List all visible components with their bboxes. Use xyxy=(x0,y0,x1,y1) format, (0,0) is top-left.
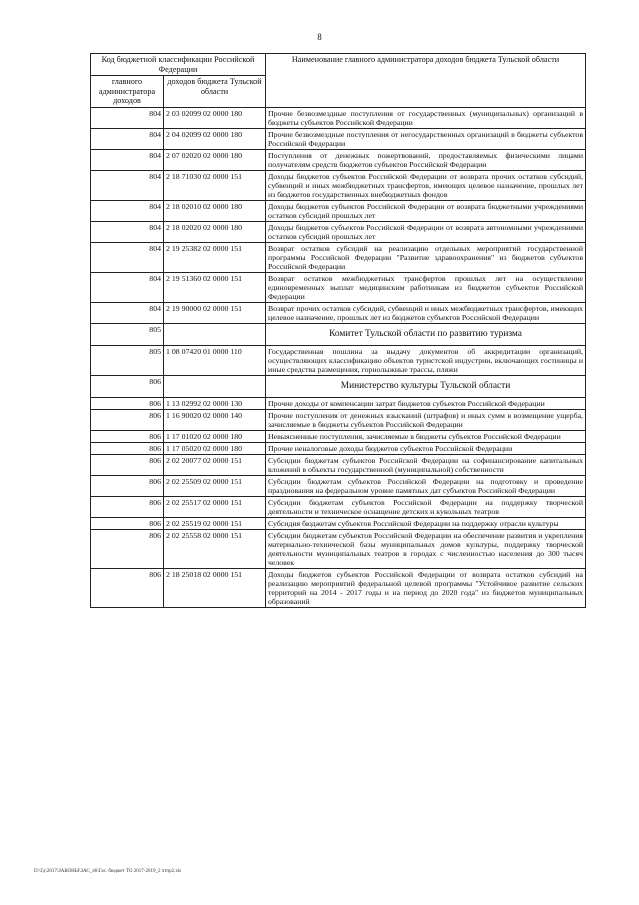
kbk-code-cell xyxy=(164,323,266,345)
table-row xyxy=(91,568,586,607)
admin-code-cell: 806 xyxy=(91,375,164,397)
budget-income-table xyxy=(90,53,586,608)
admin-code-cell: 806 xyxy=(91,529,164,568)
admin-code-cell: 804 xyxy=(91,302,164,323)
kbk-code-cell: 1 17 01020 02 0000 180 xyxy=(164,430,266,442)
table-row xyxy=(91,170,586,200)
admin-code-cell: 804 xyxy=(91,221,164,242)
table-row xyxy=(91,517,586,529)
header-row-1 xyxy=(91,54,586,76)
kbk-code-cell: 2 02 25558 02 0000 151 xyxy=(164,529,266,568)
income-column-header: доходов бюджета Тульской области xyxy=(164,76,266,108)
income-name-cell: Субсидии бюджетам субъектов Российской Федерации на софинансирование капитальных вложений в объекты государственной (муниципальной) собственности xyxy=(266,454,586,475)
income-name-cell: Поступления от денежных пожертвований, предоставляемых физическими лицами получателям средств бюджетов субъектов Российской Федерации xyxy=(266,149,586,170)
income-name-cell: Доходы бюджетов субъектов Российской Федерации от возврата автономными учреждениями остатков субсидий прошлых лет xyxy=(266,221,586,242)
admin-code-cell: 804 xyxy=(91,242,164,272)
kbk-code-cell: 2 07 02020 02 0000 180 xyxy=(164,149,266,170)
table-row xyxy=(91,149,586,170)
kbk-code-cell: 2 04 02099 02 0000 180 xyxy=(164,128,266,149)
table-row xyxy=(91,200,586,221)
kbk-code-cell: 2 18 02010 02 0000 180 xyxy=(164,200,266,221)
section-row xyxy=(91,323,586,345)
income-name-cell: Прочие неналоговые доходы бюджетов субъектов Российской Федерации xyxy=(266,442,586,454)
section-row xyxy=(91,375,586,397)
table-row xyxy=(91,242,586,272)
income-name-cell: Субсидии бюджетам субъектов Российской Федерации на обеспечение развития и укрепления материально-технической базы муниципальных домов культуры, поддержку творческой деятельности муниципальных театров в городах с численностью населения до 300 тысяч человек xyxy=(266,529,586,568)
kbk-code-cell: 2 02 20077 02 0000 151 xyxy=(164,454,266,475)
code-group-header: Код бюджетной классификации Российской Федерации xyxy=(91,54,266,76)
income-name-cell: Доходы бюджетов субъектов Российской Федерации от возврата бюджетными учреждениями остатков субсидий прошлых лет xyxy=(266,200,586,221)
table-row xyxy=(91,430,586,442)
table-row xyxy=(91,442,586,454)
admin-code-cell: 806 xyxy=(91,397,164,409)
admin-code-cell: 804 xyxy=(91,272,164,302)
income-name-cell: Доходы бюджетов субъектов Российской Федерации от возврата прочих остатков субсидий, субвенций и иных межбюджетных трансфертов, имеющих целевое назначение, прошлых лет из бюджетов государственных внебюджетных фондов xyxy=(266,170,586,200)
income-name-cell: Субсидии бюджетам субъектов Российской Федерации на поддержку творческой деятельности и техническое оснащение детских и кукольных театров xyxy=(266,496,586,517)
table-row xyxy=(91,475,586,496)
income-name-cell: Невыясненные поступления, зачисляемые в бюджеты субъектов Российской Федерации xyxy=(266,430,586,442)
admin-code-cell: 804 xyxy=(91,107,164,128)
income-name-cell: Прочие безвозмездные поступления от негосударственных организаций в бюджеты субъектов Российской Федерации xyxy=(266,128,586,149)
income-name-cell: Возврат остатков субсидий на реализацию отдельных мероприятий государственной программы Российской Федерации "Развитие здравоохранения" из бюджетов субъектов Российской Федерации xyxy=(266,242,586,272)
kbk-code-cell: 2 02 25509 02 0000 151 xyxy=(164,475,266,496)
admin-code-cell: 806 xyxy=(91,475,164,496)
income-name-cell: Субсидии бюджетам субъектов Российской Федерации на подготовку и проведение празднования на федеральном уровне памятных дат субъектов Российской Федерации xyxy=(266,475,586,496)
admin-code-cell: 806 xyxy=(91,517,164,529)
kbk-code-cell: 2 19 25382 02 0000 151 xyxy=(164,242,266,272)
kbk-code-cell: 2 19 90000 02 0000 151 xyxy=(164,302,266,323)
income-name-cell: Возврат прочих остатков субсидий, субвенций и иных межбюджетных трансфертов, имеющих целевое назначение, прошлых лет из бюджетов субъектов Российской Федерации xyxy=(266,302,586,323)
table-row xyxy=(91,345,586,375)
admin-code-cell: 806 xyxy=(91,568,164,607)
table-row xyxy=(91,221,586,242)
income-name-cell: Субсидия бюджетам субъектов Российской Федерации на поддержку отрасли культуры xyxy=(266,517,586,529)
admin-code-cell: 805 xyxy=(91,323,164,345)
kbk-code-cell: 2 02 25517 02 0000 151 xyxy=(164,496,266,517)
income-name-cell: Государственная пошлина за выдачу документов об аккредитации организаций, осуществляющих классификацию объектов туристской индустрии, включающих гостиницы и иные средства размещения, горнолыжные трассы, пляжи xyxy=(266,345,586,375)
table-row xyxy=(91,454,586,475)
admin-code-cell: 806 xyxy=(91,454,164,475)
kbk-code-cell: 2 18 25018 02 0000 151 xyxy=(164,568,266,607)
income-name-cell: Прочие безвозмездные поступления от государственных (муниципальных) организаций в бюджеты субъектов Российской Федерации xyxy=(266,107,586,128)
kbk-code-cell: 2 18 71030 02 0000 151 xyxy=(164,170,266,200)
admin-code-cell: 806 xyxy=(91,430,164,442)
admin-code-cell: 804 xyxy=(91,128,164,149)
kbk-code-cell: 2 03 02099 02 0000 180 xyxy=(164,107,266,128)
table-row xyxy=(91,128,586,149)
page-number: 8 xyxy=(317,32,322,42)
income-name-cell: Прочие поступления от денежных взысканий (штрафов) и иных сумм в возмещение ущерба, зачисляемые в бюджеты субъектов Российской Федерации xyxy=(266,409,586,430)
table-row xyxy=(91,302,586,323)
kbk-code-cell: 1 08 07420 01 0000 110 xyxy=(164,345,266,375)
admin-code-cell: 806 xyxy=(91,496,164,517)
table-row xyxy=(91,529,586,568)
table-row xyxy=(91,496,586,517)
name-column-header: Наименование главного администратора доходов бюджета Тульской области xyxy=(266,54,586,108)
file-path-footer: D:\Гд\2017\ЗАКОНЫ\ЗАС_46\Гас. бюджет ТО 2017-2019_2 чтпр2.xls xyxy=(34,869,182,874)
kbk-code-cell: 2 02 25519 02 0000 151 xyxy=(164,517,266,529)
admin-code-cell: 804 xyxy=(91,170,164,200)
admin-code-cell: 804 xyxy=(91,149,164,170)
admin-code-cell: 806 xyxy=(91,409,164,430)
admin-code-cell: 804 xyxy=(91,200,164,221)
table-row xyxy=(91,409,586,430)
admin-code-cell: 805 xyxy=(91,345,164,375)
income-name-cell: Возврат остатков межбюджетных трансфертов прошлых лет на осуществление единовременных выплат медицинским работникам из бюджетов субъектов Российской Федерации xyxy=(266,272,586,302)
income-name-cell: Доходы бюджетов субъектов Российской Федерации от возврата остатков субсидий на реализацию мероприятий федеральной целевой программы "Устойчивое развитие сельских территорий на 2014 - 2017 годы и на период до 2020 года" из бюджетов муниципальных образований xyxy=(266,568,586,607)
kbk-code-cell: 1 16 90020 02 0000 140 xyxy=(164,409,266,430)
table-row xyxy=(91,272,586,302)
kbk-code-cell: 1 17 05020 02 0000 180 xyxy=(164,442,266,454)
income-name-cell: Прочие доходы от компенсации затрат бюджетов субъектов Российской Федерации xyxy=(266,397,586,409)
table-row xyxy=(91,397,586,409)
section-title: Министерство культуры Тульской области xyxy=(266,375,586,397)
admin-code-cell: 806 xyxy=(91,442,164,454)
kbk-code-cell: 2 19 51360 02 0000 151 xyxy=(164,272,266,302)
admin-column-header: главного администратора доходов xyxy=(91,76,164,108)
section-title: Комитет Тульской области по развитию туризма xyxy=(266,323,586,345)
kbk-code-cell: 2 18 02020 02 0000 180 xyxy=(164,221,266,242)
kbk-code-cell: 1 13 02992 02 0000 130 xyxy=(164,397,266,409)
table-row xyxy=(91,107,586,128)
kbk-code-cell xyxy=(164,375,266,397)
